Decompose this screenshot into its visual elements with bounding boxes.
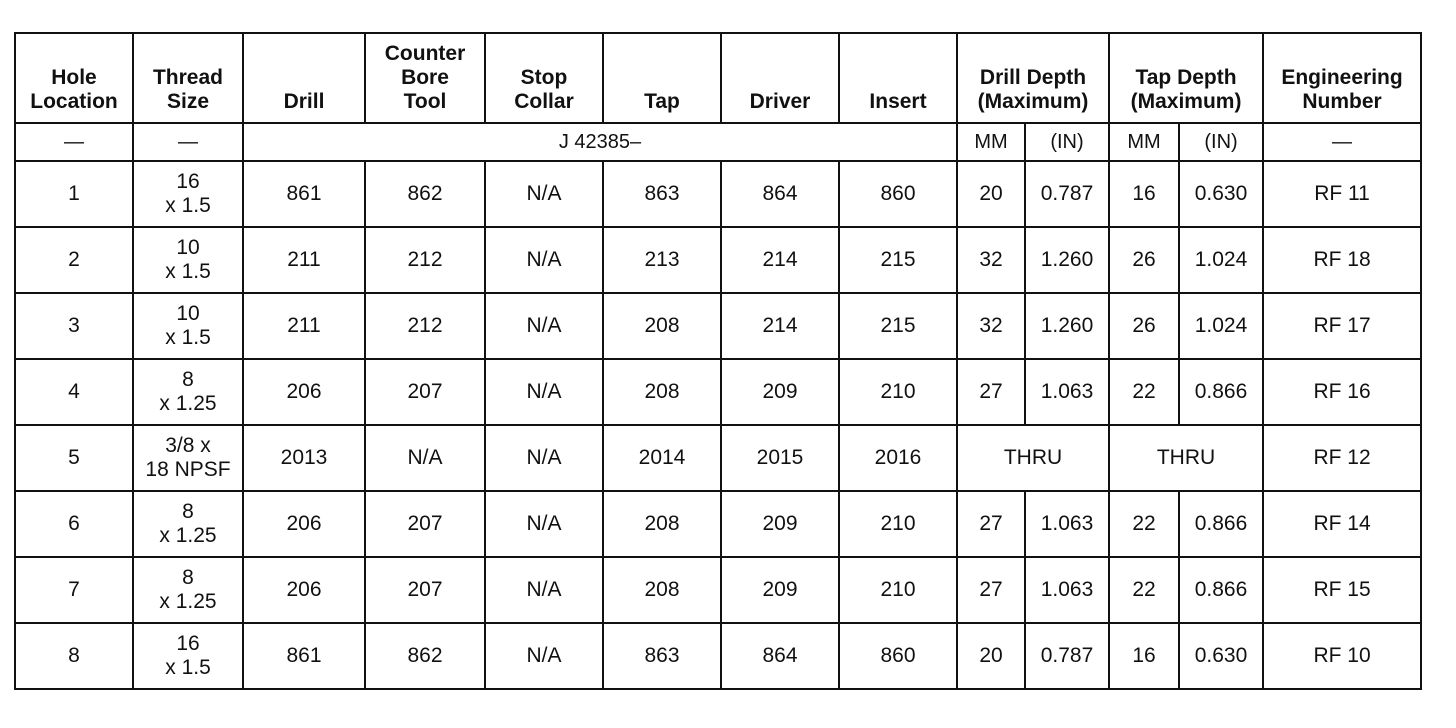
cell-drill-depth-in: 0.787: [1025, 623, 1109, 689]
cell-tap: 2014: [603, 425, 721, 491]
cell-drill: 2013: [243, 425, 365, 491]
cell-engineering-number: RF 17: [1263, 293, 1421, 359]
cell-drill: 861: [243, 161, 365, 227]
header-thread-size: Thread Size: [133, 33, 243, 123]
cell-tap: 213: [603, 227, 721, 293]
cell-driver: 209: [721, 557, 839, 623]
cell-thread-size: 8 x 1.25: [133, 359, 243, 425]
cell-thread-size: 16 x 1.5: [133, 161, 243, 227]
cell-drill: 861: [243, 623, 365, 689]
cell-stop-collar: N/A: [485, 359, 603, 425]
cell-insert: 2016: [839, 425, 957, 491]
cell-thread-size: 8 x 1.25: [133, 491, 243, 557]
cell-tap-depth-mm: 16: [1109, 161, 1179, 227]
cell-tap: 208: [603, 557, 721, 623]
cell-hole-location: 8: [15, 623, 133, 689]
units-hole-location: —: [15, 123, 133, 161]
cell-hole-location: 2: [15, 227, 133, 293]
cell-thread-size: 10 x 1.5: [133, 293, 243, 359]
cell-tap-depth-mm: 22: [1109, 359, 1179, 425]
cell-drill-depth-in: 0.787: [1025, 161, 1109, 227]
cell-tap-depth-in: 1.024: [1179, 227, 1263, 293]
cell-engineering-number: RF 14: [1263, 491, 1421, 557]
cell-drill-depth-mm: 32: [957, 293, 1025, 359]
tool-spec-table: [14, 32, 1422, 690]
cell-thread-size: 10 x 1.5: [133, 227, 243, 293]
cell-hole-location: 3: [15, 293, 133, 359]
cell-tap: 208: [603, 293, 721, 359]
cell-insert: 215: [839, 293, 957, 359]
data-rows: [15, 161, 1421, 689]
header-row: [15, 33, 1421, 123]
cell-tap: 208: [603, 359, 721, 425]
cell-tap-depth-mm: 22: [1109, 491, 1179, 557]
cell-drill-depth-in: 1.260: [1025, 293, 1109, 359]
cell-stop-collar: N/A: [485, 557, 603, 623]
cell-drill-depth-in: 1.063: [1025, 491, 1109, 557]
cell-tap-depth-in: 1.024: [1179, 293, 1263, 359]
cell-drill-depth-in: 1.063: [1025, 359, 1109, 425]
cell-drill: 211: [243, 293, 365, 359]
cell-drill: 211: [243, 227, 365, 293]
cell-drill-depth-mm: 20: [957, 623, 1025, 689]
header-tap: Tap: [603, 33, 721, 123]
cell-stop-collar: N/A: [485, 227, 603, 293]
cell-counter-bore-tool: 207: [365, 557, 485, 623]
cell-driver: 2015: [721, 425, 839, 491]
header-drill: Drill: [243, 33, 365, 123]
cell-tap-depth-mm: 22: [1109, 557, 1179, 623]
cell-engineering-number: RF 15: [1263, 557, 1421, 623]
table-row: [15, 359, 1421, 425]
header-drill-depth: Drill Depth (Maximum): [957, 33, 1109, 123]
cell-drill: 206: [243, 491, 365, 557]
cell-drill-depth-mm: 27: [957, 359, 1025, 425]
cell-tap-depth-in: 0.630: [1179, 161, 1263, 227]
cell-stop-collar: N/A: [485, 491, 603, 557]
units-drill-mm: MM: [957, 123, 1025, 161]
cell-hole-location: 5: [15, 425, 133, 491]
cell-hole-location: 7: [15, 557, 133, 623]
cell-thread-size: 16 x 1.5: [133, 623, 243, 689]
header-driver: Driver: [721, 33, 839, 123]
cell-hole-location: 1: [15, 161, 133, 227]
cell-hole-location: 6: [15, 491, 133, 557]
cell-counter-bore-tool: 207: [365, 491, 485, 557]
cell-thread-size: 8 x 1.25: [133, 557, 243, 623]
cell-hole-location: 4: [15, 359, 133, 425]
cell-insert: 215: [839, 227, 957, 293]
cell-tap-depth-in: 0.866: [1179, 491, 1263, 557]
cell-stop-collar: N/A: [485, 161, 603, 227]
cell-tap-depth-mm: 16: [1109, 623, 1179, 689]
cell-driver: 864: [721, 161, 839, 227]
cell-tap: 863: [603, 623, 721, 689]
table-row: [15, 227, 1421, 293]
cell-driver: 209: [721, 491, 839, 557]
header-tap-depth: Tap Depth (Maximum): [1109, 33, 1263, 123]
cell-counter-bore-tool: N/A: [365, 425, 485, 491]
cell-driver: 209: [721, 359, 839, 425]
cell-counter-bore-tool: 212: [365, 293, 485, 359]
cell-tap: 208: [603, 491, 721, 557]
cell-engineering-number: RF 10: [1263, 623, 1421, 689]
header-counter-bore-tool: Counter Bore Tool: [365, 33, 485, 123]
cell-drill: 206: [243, 557, 365, 623]
cell-drill-depth-mm: 27: [957, 491, 1025, 557]
cell-counter-bore-tool: 862: [365, 623, 485, 689]
table-row: [15, 491, 1421, 557]
cell-tap-depth-thru: THRU: [1109, 425, 1263, 491]
tool-number-prefix: J 42385–: [243, 123, 957, 161]
header-stop-collar: Stop Collar: [485, 33, 603, 123]
cell-stop-collar: N/A: [485, 623, 603, 689]
cell-counter-bore-tool: 862: [365, 161, 485, 227]
cell-engineering-number: RF 18: [1263, 227, 1421, 293]
cell-insert: 860: [839, 161, 957, 227]
units-drill-in: (IN): [1025, 123, 1109, 161]
cell-insert: 210: [839, 491, 957, 557]
cell-insert: 860: [839, 623, 957, 689]
table-row: [15, 557, 1421, 623]
header-hole-location: Hole Location: [15, 33, 133, 123]
cell-tap-depth-in: 0.866: [1179, 557, 1263, 623]
cell-tap-depth-in: 0.630: [1179, 623, 1263, 689]
header-engineering-number: Engineering Number: [1263, 33, 1421, 123]
header-insert: Insert: [839, 33, 957, 123]
table-row: [15, 425, 1421, 491]
cell-drill: 206: [243, 359, 365, 425]
cell-tap-depth-mm: 26: [1109, 293, 1179, 359]
cell-engineering-number: RF 12: [1263, 425, 1421, 491]
cell-thread-size: 3/8 x 18 NPSF: [133, 425, 243, 491]
cell-tap: 863: [603, 161, 721, 227]
table-row: [15, 623, 1421, 689]
cell-drill-depth-in: 1.063: [1025, 557, 1109, 623]
cell-drill-depth-in: 1.260: [1025, 227, 1109, 293]
table-row: [15, 161, 1421, 227]
cell-driver: 864: [721, 623, 839, 689]
cell-stop-collar: N/A: [485, 293, 603, 359]
cell-drill-depth-thru: THRU: [957, 425, 1109, 491]
cell-engineering-number: RF 11: [1263, 161, 1421, 227]
cell-engineering-number: RF 16: [1263, 359, 1421, 425]
cell-drill-depth-mm: 27: [957, 557, 1025, 623]
units-thread-size: —: [133, 123, 243, 161]
cell-counter-bore-tool: 212: [365, 227, 485, 293]
cell-insert: 210: [839, 557, 957, 623]
cell-tap-depth-mm: 26: [1109, 227, 1179, 293]
units-tap-mm: MM: [1109, 123, 1179, 161]
cell-stop-collar: N/A: [485, 425, 603, 491]
units-row: [15, 123, 1421, 161]
table-row: [15, 293, 1421, 359]
cell-driver: 214: [721, 293, 839, 359]
units-engineering-number: —: [1263, 123, 1421, 161]
cell-counter-bore-tool: 207: [365, 359, 485, 425]
cell-insert: 210: [839, 359, 957, 425]
cell-driver: 214: [721, 227, 839, 293]
cell-tap-depth-in: 0.866: [1179, 359, 1263, 425]
units-tap-in: (IN): [1179, 123, 1263, 161]
cell-drill-depth-mm: 32: [957, 227, 1025, 293]
cell-drill-depth-mm: 20: [957, 161, 1025, 227]
